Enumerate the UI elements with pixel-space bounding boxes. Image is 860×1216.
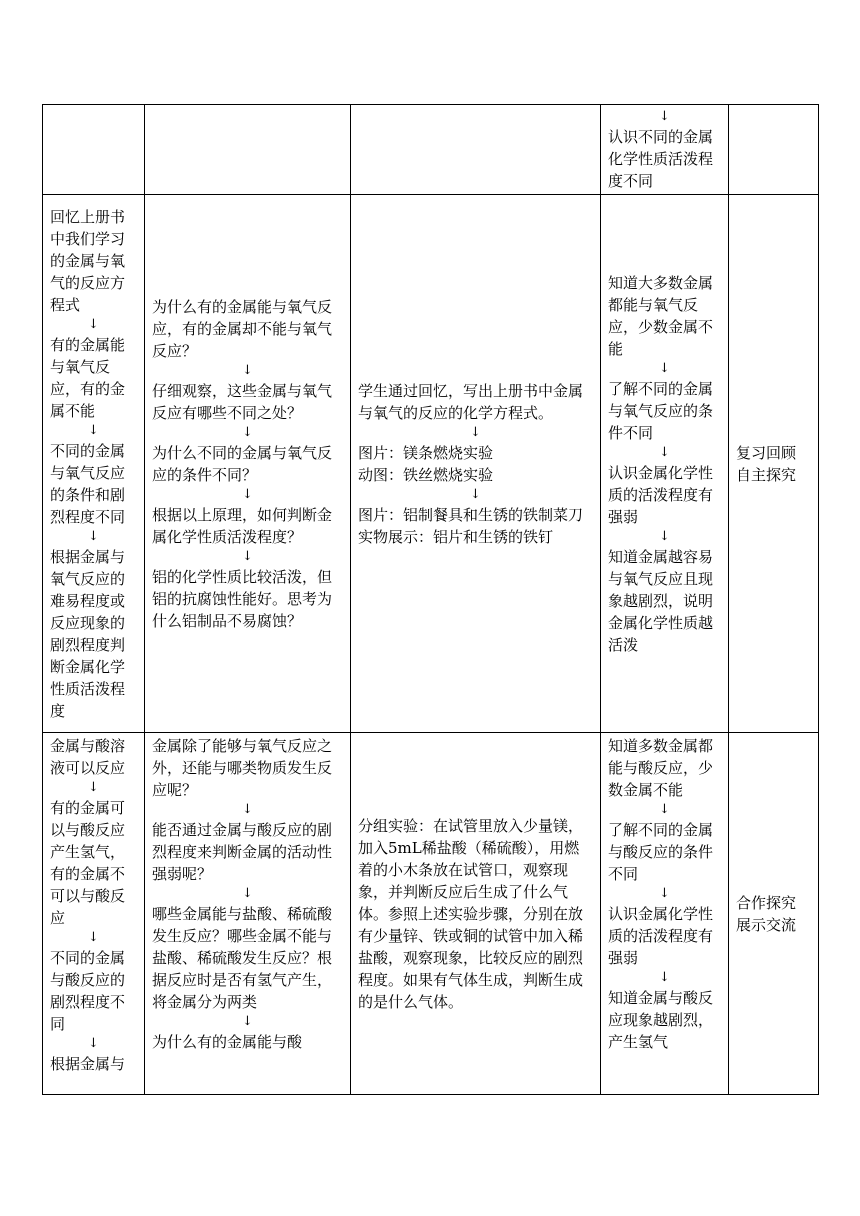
arrow-down-icon: ↓ xyxy=(659,886,670,901)
cell-teacher-activity xyxy=(145,105,351,195)
table-row xyxy=(43,105,819,195)
table-row xyxy=(43,733,819,1095)
lesson-plan-table xyxy=(42,104,819,1095)
cell-student-activity: 学生通过回忆，写出上册书中金属与氧气的反应的化学方程式。 ↓ 图片：镁条燃烧实验 动图：铁丝燃烧实验 ↓ 图片：铝制餐具和生锈的铁制菜刀 实物展示：铝片和生锈的铁钉 xyxy=(351,195,601,733)
cell-teacher-activity: 金属除了能够与氧气反应之外，还能与哪类物质发生反应呢？ ↓ 能否通过金属与酸反应的剧烈程度来判断金属的活动性强弱呢？ ↓ 哪些金属能与盐酸、稀硫酸发生反应？哪些金属不能与盐酸、稀硫酸发生反应？根据反应时是否有氢气产生，将金属分为两类 ↓ 为什么有的金属能与酸 xyxy=(145,733,351,1095)
arrow-down-icon: ↓ xyxy=(470,424,481,440)
cell-method: 复习回顾 自主探究 xyxy=(729,195,819,733)
arrow-down-icon: ↓ xyxy=(659,360,670,376)
arrow-down-icon: ↓ xyxy=(659,444,670,460)
arrow-down-icon: ↓ xyxy=(242,424,253,440)
arrow-down-icon: ↓ xyxy=(659,528,670,544)
cell-goal: 知道多数金属都能与酸反应，少数金属不能 ↓ 了解不同的金属与酸反应的条件不同 ↓ 认识金属化学性质的活泼程度有强弱 ↓ 知道金属与酸反应现象越剧烈，产生氢气 xyxy=(601,733,729,1095)
cell-process: 回忆上册书中我们学习的金属与氧气的反应方程式 ↓ 有的金属能与氧气反应，有的金属不能 ↓ 不同的金属与氧气反应的条件和剧烈程度不同 ↓ 根据金属与氧气反应的难易程度或反应现象的剧烈程度判断金属化学性质活泼程度 xyxy=(43,195,145,733)
arrow-down-icon: ↓ xyxy=(88,528,99,544)
cell-process xyxy=(43,105,145,195)
arrow-down-icon: ↓ xyxy=(659,802,670,817)
cell-student-activity xyxy=(351,105,601,195)
arrow-down-icon: ↓ xyxy=(88,780,99,795)
table-row xyxy=(43,195,819,733)
arrow-down-icon: ↓ xyxy=(242,886,253,901)
arrow-down-icon: ↓ xyxy=(88,422,99,438)
cell-goal: 知道大多数金属都能与氧气反应，少数金属不能 ↓ 了解不同的金属与氧气反应的条件不同 ↓ 认识金属化学性质的活泼程度有强弱 ↓ 知道金属越容易与氧气反应且现象越剧烈，说明金属化学性质越活泼 xyxy=(601,195,729,733)
arrow-down-icon: ↓ xyxy=(88,316,99,332)
arrow-down-icon: ↓ xyxy=(242,1014,253,1029)
arrow-down-icon: ↓ xyxy=(242,802,253,817)
arrow-down-icon: ↓ xyxy=(242,548,253,564)
cell-teacher-activity: 为什么有的金属能与氧气反应，有的金属却不能与氧气反应？ ↓ 仔细观察，这些金属与氧气反应有哪些不同之处？ ↓ 为什么不同的金属与氧气反应的条件不同？ ↓ 根据以上原理，如何判断金属化学性质活泼程度？ ↓ 铝的化学性质比较活泼，但铝的抗腐蚀性能好。思考为什么铝制品不易腐蚀？ xyxy=(145,195,351,733)
cell-goal: ↓ 认识不同的金属化学性质活泼程度不同 xyxy=(601,105,729,195)
arrow-down-icon: ↓ xyxy=(659,970,670,985)
cell-method xyxy=(729,105,819,195)
cell-method: 合作探究 展示交流 xyxy=(729,733,819,1095)
cell-student-activity: 分组实验：在试管里放入少量镁，加入5mL稀盐酸（稀硫酸），用燃着的小木条放在试管口，观察现象，并判断反应后生成了什么气体。参照上述实验步骤，分别在放有少量锌、铁或铜的试管中加入稀盐酸，观察现象，比较反应的剧烈程度。如果有气体生成，判断生成的是什么气体。 xyxy=(351,733,601,1095)
arrow-down-icon: ↓ xyxy=(242,362,253,378)
arrow-down-icon: ↓ xyxy=(88,930,99,945)
arrow-down-icon: ↓ xyxy=(470,486,481,502)
cell-process: 金属与酸溶液可以反应 ↓ 有的金属可以与酸反应产生氢气，有的金属不可以与酸反应 ↓ 不同的金属与酸反应的剧烈程度不同 ↓ 根据金属与 xyxy=(43,733,145,1095)
arrow-down-icon: ↓ xyxy=(659,108,670,124)
arrow-down-icon: ↓ xyxy=(88,1036,99,1051)
arrow-down-icon: ↓ xyxy=(242,486,253,502)
